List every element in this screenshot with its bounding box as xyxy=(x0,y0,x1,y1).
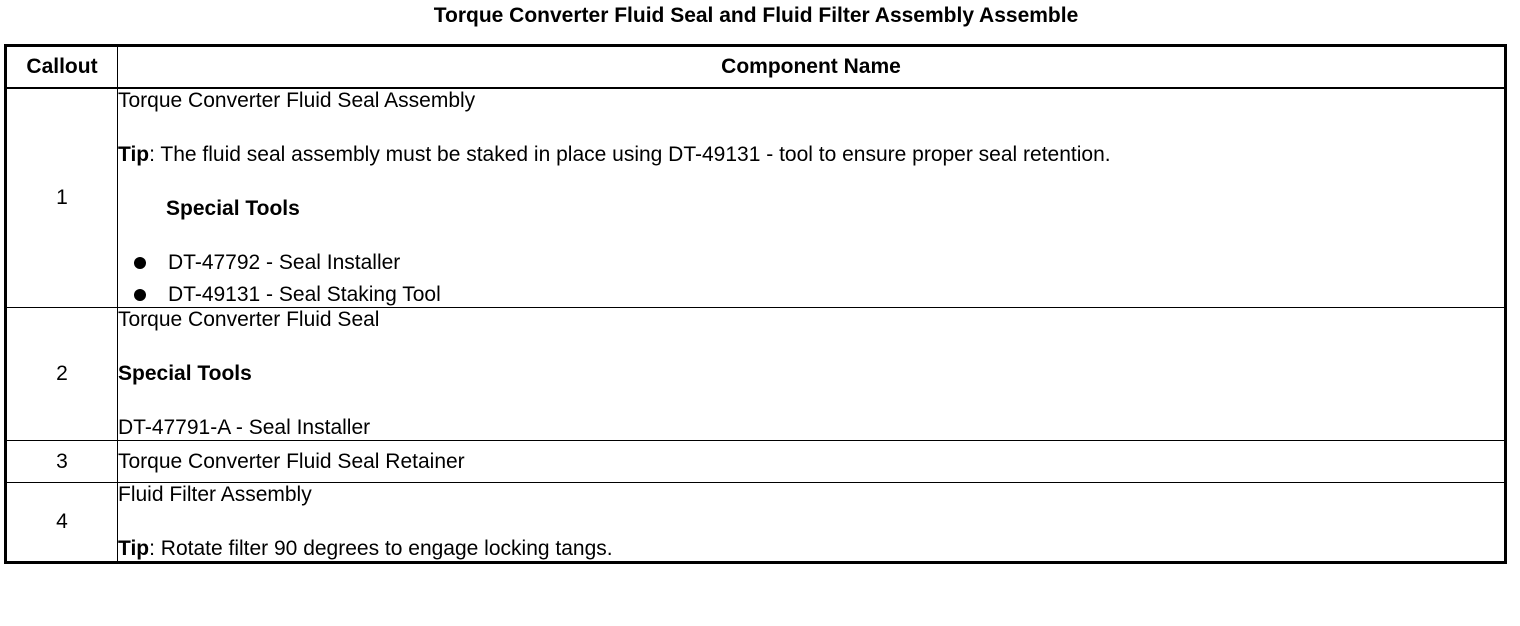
table-header-row xyxy=(6,46,1506,89)
bullet-icon xyxy=(134,257,146,269)
special-tools-heading: Special Tools xyxy=(118,362,252,385)
callout-cell: 3 xyxy=(6,441,118,483)
header-callout: Callout xyxy=(6,46,118,89)
header-component-name: Component Name xyxy=(118,46,1506,89)
list-item xyxy=(118,251,1504,275)
table-row xyxy=(6,88,1506,308)
component-name: Torque Converter Fluid Seal xyxy=(118,308,380,331)
bullet-icon xyxy=(134,289,146,301)
tip-text: : The fluid seal assembly must be staked in place using DT-49131 - tool to ensure proper seal retention. xyxy=(149,143,1111,166)
tip-label: Tip xyxy=(118,537,150,560)
component-cell xyxy=(118,88,1506,308)
callout-cell: 4 xyxy=(6,483,118,563)
components-table xyxy=(4,44,1507,564)
component-name: Fluid Filter Assembly xyxy=(118,483,312,506)
special-tools-heading: Special Tools xyxy=(166,197,300,220)
tip xyxy=(118,537,1504,561)
list-item xyxy=(118,283,1504,307)
tool-label: DT-49131 - Seal Staking Tool xyxy=(168,283,441,306)
table-row xyxy=(6,441,1506,483)
table-row xyxy=(6,308,1506,441)
component-cell xyxy=(118,483,1506,563)
tip xyxy=(118,143,1504,167)
page-title: Torque Converter Fluid Seal and Fluid Filter Assembly Assemble xyxy=(433,4,1079,27)
callout-cell: 1 xyxy=(6,88,118,308)
component-name: Torque Converter Fluid Seal Assembly xyxy=(118,89,476,112)
special-tools-list xyxy=(118,251,1504,307)
tip-label: Tip xyxy=(118,143,150,166)
callout-cell: 2 xyxy=(6,308,118,441)
tool-label: DT-47791-A - Seal Installer xyxy=(118,416,371,439)
tool-label: DT-47792 - Seal Installer xyxy=(168,251,401,274)
component-cell xyxy=(118,441,1506,483)
tip-text: : Rotate filter 90 degrees to engage locking tangs. xyxy=(149,537,613,560)
table-row xyxy=(6,483,1506,563)
component-name: Torque Converter Fluid Seal Retainer xyxy=(118,449,465,473)
component-cell xyxy=(118,308,1506,441)
